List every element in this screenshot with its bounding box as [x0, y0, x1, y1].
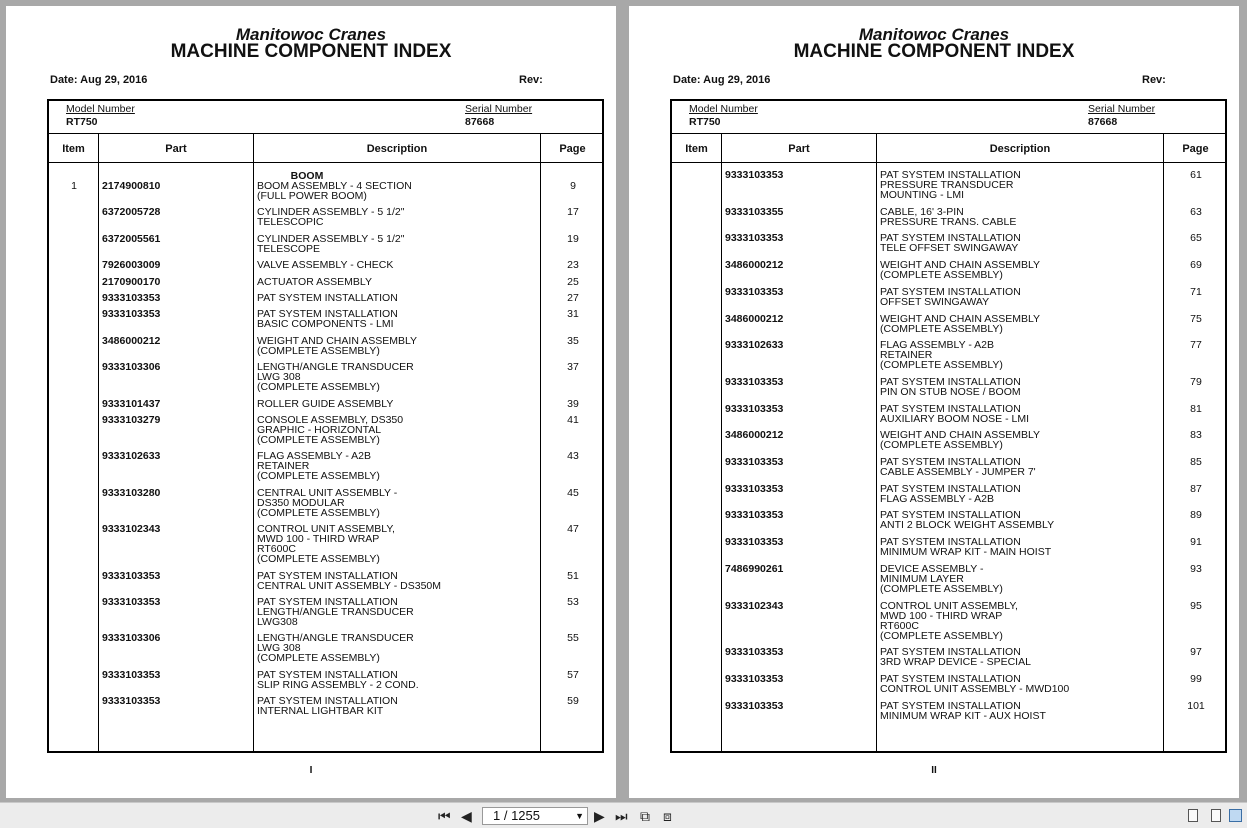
row-page-number: 41: [567, 414, 579, 426]
row-page-number: 57: [567, 668, 579, 681]
row-part-number: 9333102633: [102, 450, 161, 463]
row-page-number: 9: [570, 180, 576, 192]
row-page-number: 61: [1190, 169, 1202, 181]
model-number-label: Model Number: [689, 103, 758, 115]
row-part-number: 9333103353: [725, 375, 784, 388]
row-description: CENTRAL UNIT ASSEMBLY - DS350 MODULAR (COMPLETE ASSEMBLY): [257, 486, 398, 519]
row-part-number: 9333103353: [725, 402, 784, 415]
row-description: PAT SYSTEM INSTALLATION PRESSURE TRANSDUCER MOUNTING - LMI: [880, 169, 1021, 201]
row-page-number: 97: [1190, 646, 1202, 659]
column-divider: [253, 133, 254, 751]
row-description: PAT SYSTEM INSTALLATION FLAG ASSEMBLY - A2B: [880, 482, 1021, 505]
row-description: CONTROL UNIT ASSEMBLY, MWD 100 - THIRD WRAP RT600C (COMPLETE ASSEMBLY): [880, 599, 1018, 642]
row-description: PAT SYSTEM INSTALLATION BASIC COMPONENTS - LMI: [257, 308, 398, 331]
row-description: PAT SYSTEM INSTALLATION CABLE ASSEMBLY - JUMPER 7': [880, 456, 1036, 478]
column-header-description: Description: [989, 143, 1051, 155]
date-label: Date: Aug 29, 2016: [50, 74, 148, 86]
column-divider: [876, 133, 877, 751]
row-description: LENGTH/ANGLE TRANSDUCER LWG 308 (COMPLETE ASSEMBLY): [257, 632, 414, 665]
row-page-number: 89: [1190, 509, 1202, 522]
next-page-icon[interactable]: ▶: [594, 808, 605, 824]
row-part-number: 2174900810: [102, 180, 161, 192]
row-description: PAT SYSTEM INSTALLATION OFFSET SWINGAWAY: [880, 285, 1021, 308]
row-part-number: 7486990261: [725, 562, 784, 575]
row-page-number: 63: [1190, 205, 1202, 218]
row-page-number: 27: [567, 292, 579, 304]
row-description: PAT SYSTEM INSTALLATION CONTROL UNIT ASSEMBLY - MWD100: [880, 672, 1070, 695]
divider: [49, 162, 602, 163]
divider: [49, 133, 602, 134]
row-description: ACTUATOR ASSEMBLY: [257, 275, 372, 288]
row-description: CONSOLE ASSEMBLY, DS350 GRAPHIC - HORIZONTAL (COMPLETE ASSEMBLY): [257, 414, 404, 446]
row-description: PAT SYSTEM INSTALLATION 3RD WRAP DEVICE - SPECIAL: [880, 646, 1031, 669]
row-page-number: 101: [1187, 699, 1205, 712]
row-description: PAT SYSTEM INSTALLATION AUXILIARY BOOM NOSE - LMI: [880, 402, 1029, 425]
row-page-number: 93: [1190, 562, 1202, 575]
column-header-part: Part: [165, 143, 187, 155]
row-part-number: 9333103353: [725, 482, 784, 495]
column-header-description: Description: [366, 143, 428, 155]
component-table: [47, 99, 604, 753]
single-page-view-icon[interactable]: [1188, 809, 1198, 822]
row-page-number: 37: [567, 361, 579, 374]
row-page-number: 69: [1190, 259, 1202, 272]
row-part-number: 6372005561: [102, 232, 161, 245]
row-part-number: 9333103355: [725, 205, 784, 218]
prev-page-icon[interactable]: ◀: [461, 808, 472, 824]
row-description: WEIGHT AND CHAIN ASSEMBLY (COMPLETE ASSEMBLY): [880, 259, 1041, 282]
row-page-number: 91: [1190, 536, 1202, 549]
model-number-label: Model Number: [66, 103, 135, 115]
row-part-number: 6372005728: [102, 206, 161, 219]
continuous-view-icon[interactable]: [1211, 809, 1221, 822]
row-part-number: 9333103353: [725, 169, 784, 181]
row-part-number: 9333103353: [725, 232, 784, 245]
row-description: PAT SYSTEM INSTALLATION MINIMUM WRAP KIT - MAIN HOIST: [880, 536, 1052, 559]
row-description: PAT SYSTEM INSTALLATION ANTI 2 BLOCK WEIGHT ASSEMBLY: [880, 509, 1055, 532]
row-page-number: 53: [567, 596, 579, 608]
row-description: PAT SYSTEM INSTALLATION SLIP RING ASSEMBLY - 2 COND.: [257, 668, 419, 691]
row-page-number: 51: [567, 569, 579, 582]
column-header-page: Page: [559, 143, 586, 155]
row-description: CYLINDER ASSEMBLY - 5 1/2" TELESCOPIC: [257, 206, 405, 229]
row-page-number: 19: [567, 232, 579, 245]
row-description: WEIGHT AND CHAIN ASSEMBLY (COMPLETE ASSEMBLY): [880, 429, 1041, 452]
row-description: PAT SYSTEM INSTALLATION: [257, 292, 398, 304]
viewer-toolbar: [0, 802, 1247, 828]
row-description: PAT SYSTEM INSTALLATION TELE OFFSET SWINGAWAY: [880, 232, 1021, 255]
document-page-left: [6, 6, 616, 798]
row-page-number: 79: [1190, 375, 1202, 388]
chevron-down-icon[interactable]: ▼: [575, 811, 584, 821]
row-part-number: 9333103353: [102, 569, 161, 582]
column-divider: [721, 133, 722, 751]
page-number-input[interactable]: [482, 807, 588, 825]
row-part-number: 3486000212: [102, 334, 161, 347]
row-part-number: 7926003009: [102, 259, 161, 272]
component-table: [670, 99, 1227, 753]
column-divider: [98, 133, 99, 751]
row-page-number: 65: [1190, 232, 1202, 245]
row-page-number: 95: [1190, 599, 1202, 612]
row-part-number: 3486000212: [725, 429, 784, 442]
two-page-view-icon[interactable]: [1229, 809, 1242, 822]
row-part-number: 9333102343: [725, 599, 784, 612]
section-heading: BOOM: [290, 170, 324, 182]
row-description: PAT SYSTEM INSTALLATION MINIMUM WRAP KIT - AUX HOIST: [880, 699, 1046, 722]
row-description: PAT SYSTEM INSTALLATION INTERNAL LIGHTBAR KIT: [257, 695, 398, 718]
row-page-number: 99: [1190, 672, 1202, 685]
row-description: VALVE ASSEMBLY - CHECK: [257, 259, 394, 272]
column-header-page: Page: [1182, 143, 1209, 155]
column-header-part: Part: [788, 143, 810, 155]
row-page-number: 39: [567, 397, 579, 410]
row-description: PAT SYSTEM INSTALLATION CENTRAL UNIT ASSEMBLY - DS350M: [257, 569, 442, 592]
row-page-number: 55: [567, 632, 579, 645]
row-part-number: 9333102633: [725, 339, 784, 352]
row-part-number: 9333103280: [102, 486, 161, 499]
document-title: MACHINE COMPONENT INDEX: [793, 41, 1075, 62]
column-divider: [1163, 133, 1164, 751]
row-page-number: 77: [1190, 339, 1202, 352]
page-footer-number: I: [309, 765, 313, 776]
page-indicator: 1 / 1255: [493, 808, 540, 823]
row-part-number: 9333103353: [725, 536, 784, 549]
rev-label: Rev:: [1142, 74, 1166, 86]
row-page-number: 71: [1190, 285, 1202, 298]
model-number-value: RT750: [66, 116, 98, 128]
row-description: BOOM ASSEMBLY - 4 SECTION (FULL POWER BOOM): [257, 180, 412, 202]
row-part-number: 9333103279: [102, 414, 161, 426]
row-item-number: 1: [71, 180, 77, 192]
row-description: FLAG ASSEMBLY - A2B RETAINER (COMPLETE ASSEMBLY): [257, 450, 380, 483]
company-name: Manitowoc Cranes: [235, 25, 387, 44]
row-part-number: 9333103306: [102, 361, 161, 374]
row-part-number: 9333103353: [725, 285, 784, 298]
divider: [672, 133, 1225, 134]
row-part-number: 9333103353: [725, 699, 784, 712]
row-page-number: 43: [567, 450, 579, 463]
row-description: LENGTH/ANGLE TRANSDUCER LWG 308 (COMPLETE ASSEMBLY): [257, 361, 414, 394]
row-page-number: 85: [1190, 456, 1202, 468]
row-description: ROLLER GUIDE ASSEMBLY: [257, 397, 394, 410]
serial-number-label: Serial Number: [1088, 103, 1156, 115]
document-page-right: [629, 6, 1239, 798]
row-part-number: 9333103353: [102, 596, 161, 608]
row-description: PAT SYSTEM INSTALLATION PIN ON STUB NOSE / BOOM: [880, 375, 1021, 398]
row-page-number: 81: [1190, 402, 1202, 415]
row-part-number: 9333103353: [102, 308, 161, 321]
serial-number-value: 87668: [1088, 116, 1118, 128]
row-description: WEIGHT AND CHAIN ASSEMBLY (COMPLETE ASSEMBLY): [257, 334, 418, 357]
row-part-number: 2170900170: [102, 275, 161, 288]
row-part-number: 3486000212: [725, 312, 784, 325]
company-name: Manitowoc Cranes: [858, 25, 1010, 44]
row-description: DEVICE ASSEMBLY - MINIMUM LAYER (COMPLETE ASSEMBLY): [880, 562, 1003, 595]
row-part-number: 9333102343: [102, 523, 161, 536]
row-page-number: 47: [567, 523, 579, 536]
row-page-number: 75: [1190, 312, 1202, 325]
row-part-number: 9333103306: [102, 632, 161, 645]
row-part-number: 9333103353: [725, 672, 784, 685]
row-page-number: 35: [567, 334, 579, 347]
serial-number-label: Serial Number: [465, 103, 533, 115]
column-header-item: Item: [685, 143, 708, 155]
row-description: CONTROL UNIT ASSEMBLY, MWD 100 - THIRD WRAP RT600C (COMPLETE ASSEMBLY): [257, 523, 395, 566]
date-label: Date: Aug 29, 2016: [673, 74, 771, 86]
row-page-number: 87: [1190, 482, 1202, 495]
page-footer-number: II: [931, 765, 937, 776]
fit-page-icon[interactable]: ⧉: [640, 808, 650, 824]
row-description: FLAG ASSEMBLY - A2B RETAINER (COMPLETE ASSEMBLY): [880, 339, 1003, 372]
row-page-number: 59: [567, 695, 579, 708]
row-part-number: 9333103353: [725, 456, 784, 468]
divider: [672, 162, 1225, 163]
row-description: WEIGHT AND CHAIN ASSEMBLY (COMPLETE ASSEMBLY): [880, 312, 1041, 335]
model-number-value: RT750: [689, 116, 721, 128]
row-description: PAT SYSTEM INSTALLATION LENGTH/ANGLE TRANSDUCER LWG308: [257, 596, 414, 628]
row-part-number: 9333103353: [725, 646, 784, 659]
last-page-icon[interactable]: ⏭: [615, 808, 628, 824]
row-page-number: 17: [567, 206, 579, 219]
document-title: MACHINE COMPONENT INDEX: [170, 41, 452, 62]
row-description: CYLINDER ASSEMBLY - 5 1/2" TELESCOPE: [257, 232, 405, 255]
row-page-number: 23: [567, 259, 579, 272]
row-part-number: 3486000212: [725, 259, 784, 272]
serial-number-value: 87668: [465, 116, 495, 128]
row-page-number: 45: [567, 486, 579, 499]
first-page-icon[interactable]: ⏮: [438, 808, 451, 824]
row-part-number: 9333103353: [102, 695, 161, 708]
fit-width-icon[interactable]: ⧈: [663, 808, 672, 824]
row-part-number: 9333103353: [725, 509, 784, 522]
rev-label: Rev:: [519, 74, 543, 86]
row-part-number: 9333103353: [102, 668, 161, 681]
row-part-number: 9333101437: [102, 397, 161, 410]
row-page-number: 83: [1190, 429, 1202, 442]
column-header-item: Item: [62, 143, 85, 155]
row-page-number: 25: [567, 275, 579, 288]
column-divider: [540, 133, 541, 751]
row-page-number: 31: [567, 308, 579, 321]
row-description: CABLE, 16' 3-PIN PRESSURE TRANS. CABLE: [880, 205, 1017, 228]
row-part-number: 9333103353: [102, 292, 161, 304]
